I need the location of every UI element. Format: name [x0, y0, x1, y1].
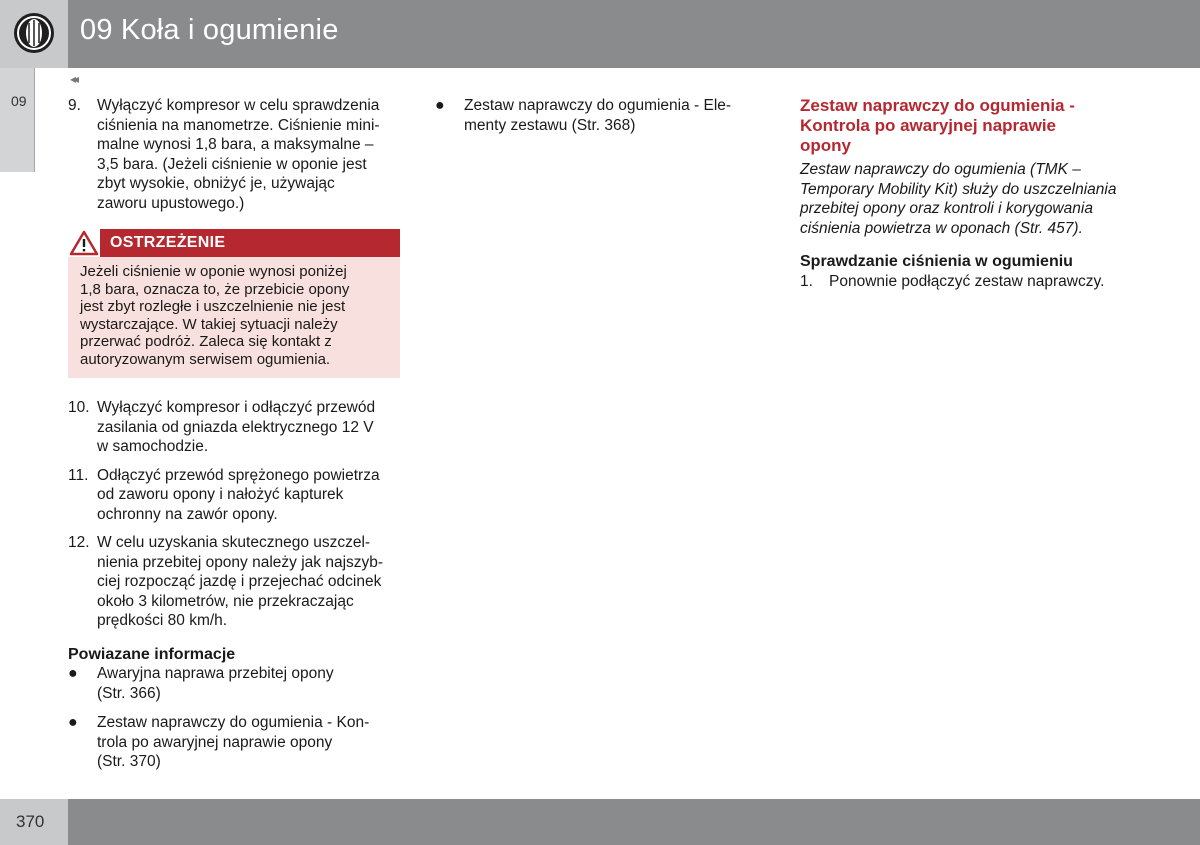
section-heading: Zestaw naprawczy do ogumienia - Kontrola po awaryjnej naprawie opony: [800, 96, 1075, 155]
related-link-text[interactable]: Zestaw naprawczy do ogumienia - Ele- menty zestawu (Str. 368): [464, 97, 732, 134]
page-footer: [0, 799, 1200, 845]
tire-icon: [12, 11, 56, 55]
bullet-icon: ●: [68, 714, 78, 731]
step-text: Odłączyć przewód sprężonego powietrza od zaworu opony i nałożyć kapturek ochronny na zawór opony.: [97, 466, 380, 523]
warning-triangle-icon: [68, 229, 100, 257]
related-link-text[interactable]: Awaryjna naprawa przebitej opony (Str. 366): [97, 665, 334, 702]
step-1: [800, 272, 1145, 292]
step-number: 1.: [800, 272, 813, 290]
chapter-tab: [0, 68, 35, 172]
column-right: [800, 96, 1145, 300]
warning-text: Jeżeli ciśnienie w oponie wynosi poniżej 1,8 bara, oznacza to, że przebicie opony jest zbyt rozległe i uszczelnienie nie jest wystarczające. W takiej sytuacji należy przerwać podróż. Zaleca się kontakt z autoryzowanym serwisem ogumienia.: [68, 257, 400, 378]
continued-from-previous-icon: ◂◂: [70, 72, 77, 86]
warning-header: [68, 229, 400, 257]
chapter-title: 09 Koła i ogumienie: [80, 14, 339, 46]
bullet-icon: ●: [435, 97, 445, 114]
step-9: [68, 96, 403, 213]
step-text: Wyłączyć kompresor w celu sprawdzenia ciśnienia na manometrze. Ciśnienie mini- malne wynosi 1,8 bara, a maksymalne – 3,5 bara. (Jeżeli ciśnienie w oponie jest zbyt wysokie, obniżyć je, używając zaworu upustowego.): [97, 97, 380, 212]
step-10: [68, 398, 403, 457]
related-link-item[interactable]: [68, 713, 403, 772]
step-12: [68, 533, 403, 631]
step-text: Wyłączyć kompresor i odłączyć przewód zasilania od gniazda elektrycznego 12 V w samochodzie.: [97, 399, 376, 455]
warning-title: OSTRZEŻENIE: [110, 234, 226, 251]
step-number: 12.: [68, 534, 90, 551]
bullet-icon: ●: [68, 665, 78, 682]
chapter-tab-number: 09: [11, 93, 27, 109]
page-number: 370: [16, 812, 45, 831]
related-link-item[interactable]: [68, 664, 403, 703]
step-text: Ponownie podłączyć zestaw naprawczy.: [829, 272, 1105, 290]
step-number: 10.: [68, 399, 90, 416]
column-middle: [435, 96, 755, 145]
step-number: 9.: [68, 97, 81, 114]
related-info-heading: Powiazane informacje: [68, 645, 236, 663]
step-number: 11.: [68, 466, 89, 484]
warning-box: [68, 229, 400, 378]
step-text: W celu uzyskania skutecznego uszczel- nienia przebitej opony należy jak najszyb- ciej rozpocząć jazdę i przejechać odcinek około 3 kilometrów, nie przekraczając prędkości 80 km/h.: [97, 534, 384, 629]
related-link-item[interactable]: [435, 96, 755, 135]
step-11: [68, 466, 403, 525]
section-intro: Zestaw naprawczy do ogumienia (TMK – Temporary Mobility Kit) służy do uszczelniania przebitej opony oraz kontroli i korygowania ciśnienia powietrza w oponach (Str. 457).: [800, 161, 1117, 237]
column-left: [68, 96, 403, 782]
subsection-heading: Sprawdzanie ciśnienia w ogumieniu: [800, 253, 1073, 270]
chapter-icon-box: [0, 0, 68, 68]
related-link-text[interactable]: Zestaw naprawczy do ogumienia - Kon- trola po awaryjnej naprawie opony (Str. 370): [97, 714, 370, 770]
